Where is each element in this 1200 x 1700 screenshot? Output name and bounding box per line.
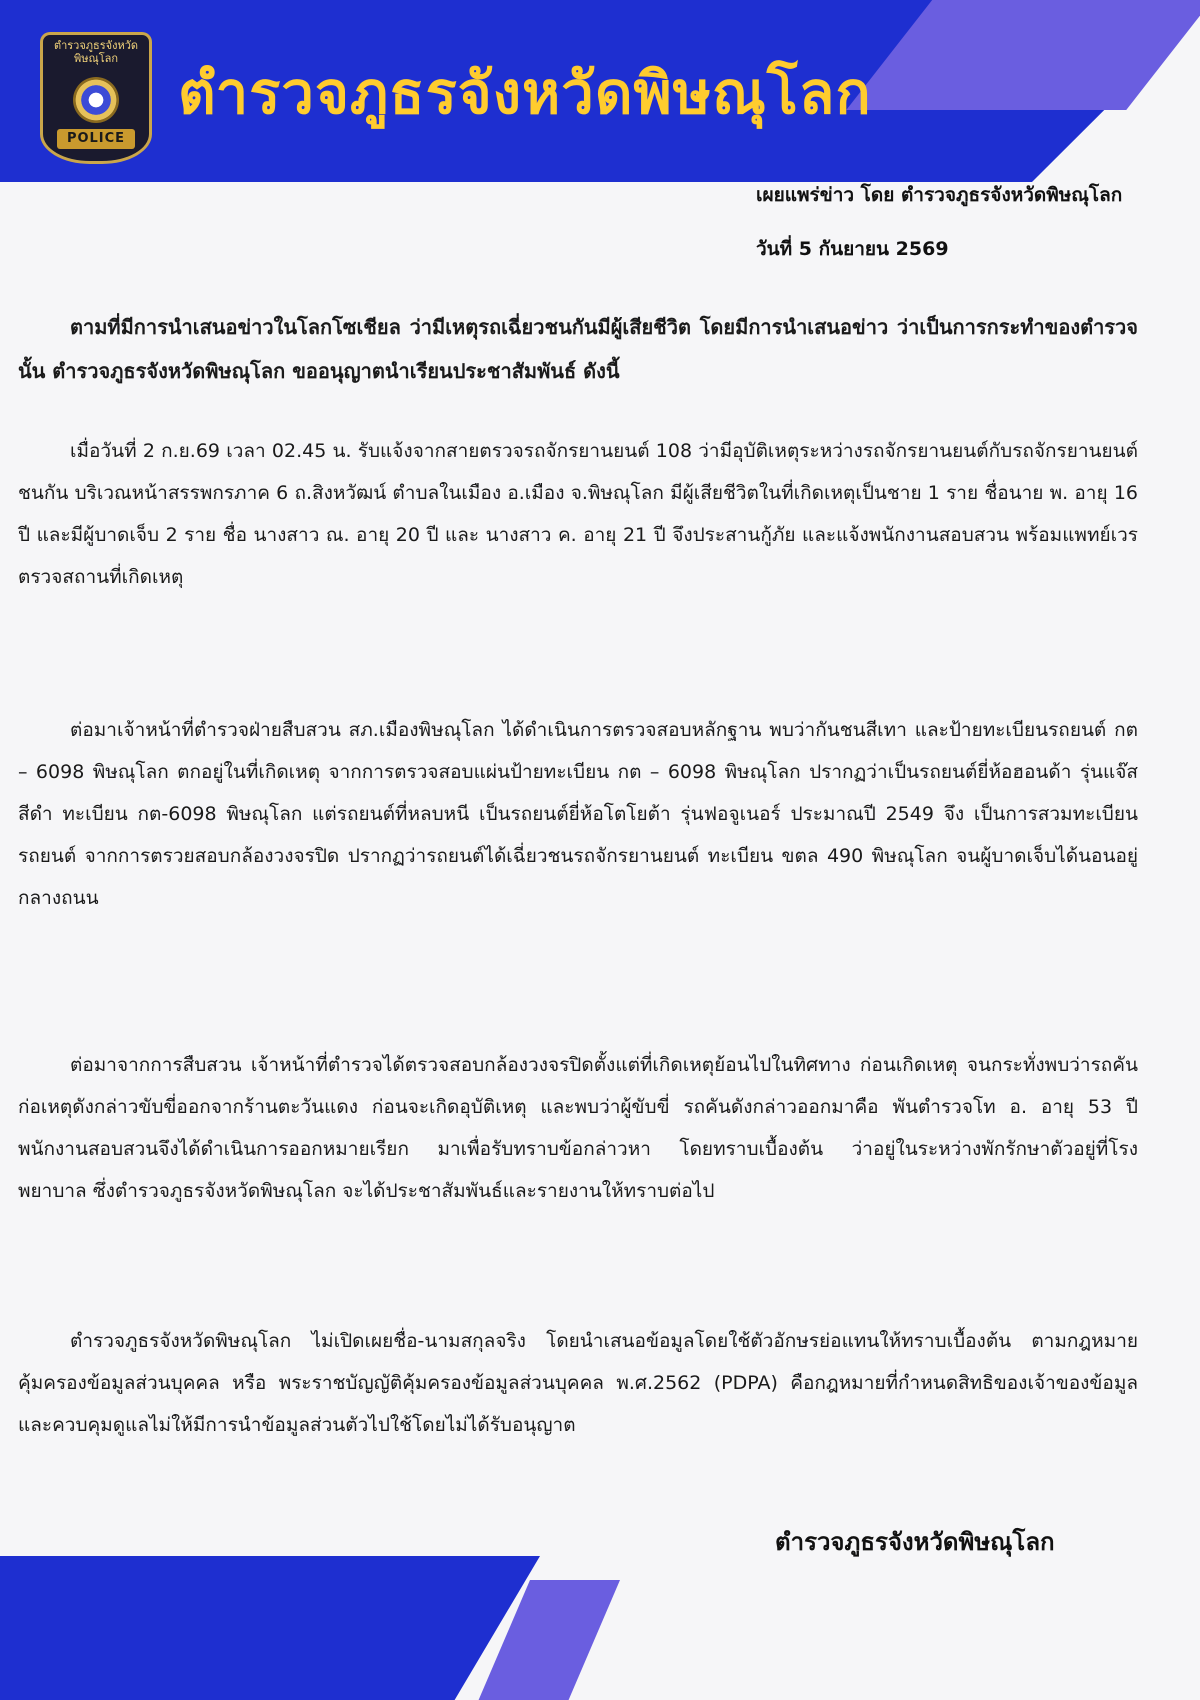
publisher-line: เผยแพร่ข่าว โดย ตำรวจภูธรจังหวัดพิษณุโลก (756, 184, 1123, 206)
badge-police-label: POLICE (57, 129, 135, 149)
publish-date: วันที่ 5 กันยายน 2569 (756, 238, 949, 260)
organization-title: ตำรวจภูธรจังหวัดพิษณุโลก (178, 59, 872, 127)
paragraph-incident: เมื่อวันที่ 2 ก.ย.69 เวลา 02.45 น. รับแจ้งจากสายตรวจรถจักรยานยนต์ 108 ว่ามีอุบัติเหตุระหว่างรถจักรยานยนต์กับรถจักรยานยนต์ชนกัน บริเวณหน้าสรรพกรภาค 6 ถ.สิงหวัฒน์ ตำบลในเมือง อ.เมือง จ.พิษณุโลก มีผู้เสียชีวิตในที่เกิดเหตุเป็นชาย 1 ราย ชื่อนาย พ. อายุ 16 ปี และมีผู้บาดเจ็บ 2 ราย ชื่อ นางสาว ณ. อายุ 20 ปี และ นางสาว ค. อายุ 21 ปี จึงประสานกู้ภัย และแจ้งพนักงานสอบสวน พร้อมแพทย์เวร ตรวจสถานที่เกิดเหตุ (18, 440, 1138, 588)
paragraph-investigation: ต่อมาจากการสืบสวน เจ้าหน้าที่ตำรวจได้ตรวจสอบกล้องวงจรปิดตั้งแต่ที่เกิดเหตุย้อนไปในทิศทาง ก่อนเกิดเหตุ จนกระทั่งพบว่ารถคันก่อเหตุดังกล่าวขับขี่ออกจากร้านตะวันแดง ก่อนจะเกิดอุบัติเหตุ และพบว่าผู้ขับขี่ รถคันดังกล่าวออกมาคือ พันตำรวจโท อ. อายุ 53 ปี พนักงานสอบสวนจึงได้ดำเนินการออกหมายเรียก มาเพื่อรับทราบข้อกล่าวหา โดยทราบเบื้องต้น ว่าอยู่ในระหว่างพักรักษาตัวอยู่ที่โรงพยาบาล ซึ่งตำรวจภูธรจังหวัดพิษณุโลก จะได้ประชาสัมพันธ์และรายงานให้ทราบต่อไป (18, 1054, 1138, 1202)
paragraph-evidence: ต่อมาเจ้าหน้าที่ตำรวจฝ่ายสืบสวน สภ.เมืองพิษณุโลก ได้ดำเนินการตรวจสอบหลักฐาน พบว่ากันชนสีเทา และป้ายทะเบียนรถยนต์ กต – 6098 พิษณุโลก ตกอยู่ในที่เกิดเหตุ จากการตรวจสอบแผ่นป้ายทะเบียน กต – 6098 พิษณุโลก ปรากฏว่าเป็นรถยนต์ยี่ห้อฮอนด้า รุ่นแจ๊ส สีดำ ทะเบียน กต-6098 พิษณุโลก แต่รถยนต์ที่หลบหนี เป็นรถยนต์ยี่ห้อโตโยต้า รุ่นฟอจูเนอร์ ประมาณปี 2549 จึง เป็นการสวมทะเบียนรถยนต์ จากการตรวยสอบกล้องวงจรปิด ปรากฏว่ารถยนต์ได้เฉี่ยวชนรถจักรยานยนต์ ทะเบียน ขตล 490 พิษณุโลก จนผู้บาดเจ็บได้นอนอยู่กลางถนน (18, 719, 1138, 909)
police-badge-logo (40, 32, 152, 164)
intro-paragraph: ตามที่มีการนำเสนอข่าวในโลกโซเชียล ว่ามีเหตุรถเฉี่ยวชนกันมีผู้เสียชีวิต โดยมีการนำเสนอข่าว ว่าเป็นการกระทำของตำรวจนั้น ตำรวจภูธรจังหวัดพิษณุโลก ขออนุญาตนำเรียนประชาสัมพันธ์ ดังนี้ (18, 315, 1138, 383)
signature: ตำรวจภูธรจังหวัดพิษณุโลก (775, 1528, 1055, 1556)
badge-emblem-icon (73, 77, 119, 123)
footer-decoration-blue (0, 1556, 540, 1700)
paragraph-pdpa-notice: ตำรวจภูธรจังหวัดพิษณุโลก ไม่เปิดเผยชื่อ-นามสกุลจริง โดยนำเสนอข้อมูลโดยใช้ตัวอักษรย่อแทนให้ทราบเบื้องต้น ตามกฎหมายคุ้มครองข้อมูลส่วนบุคคล หรือ พระราชบัญญัติคุ้มครองข้อมูลส่วนบุคคล พ.ศ.2562 (PDPA) คือกฎหมายที่กำหนดสิทธิของเจ้าของข้อมูล และควบคุมดูแลไม่ให้มีการนำข้อมูลส่วนตัวไปใช้โดยไม่ได้รับอนุญาต (18, 1330, 1138, 1436)
badge-arc-text: ตำรวจภูธรจังหวัดพิษณุโลก (53, 39, 139, 65)
